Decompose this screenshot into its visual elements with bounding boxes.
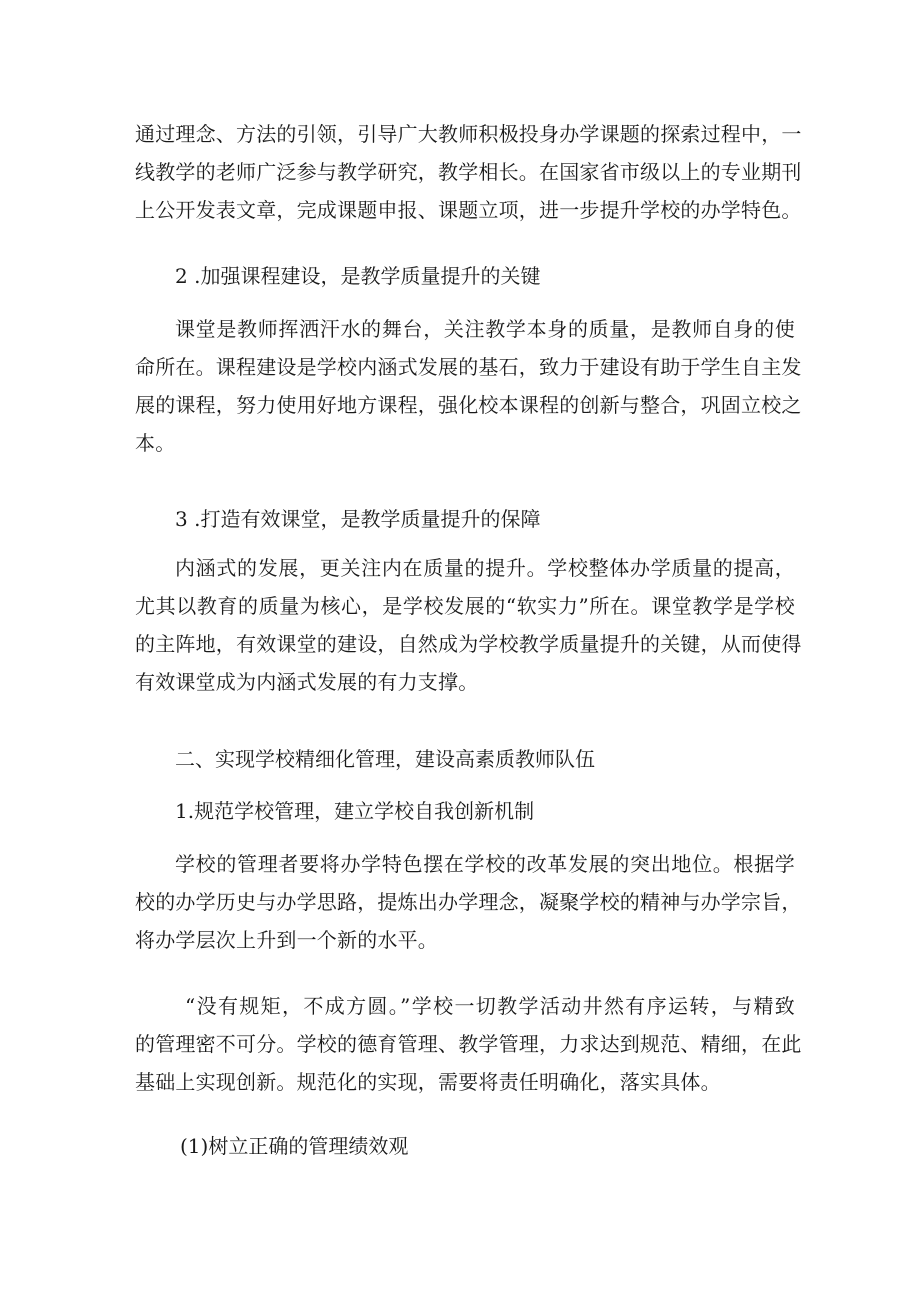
subheading-standardize: 1.规范学校管理，建立学校自我创新机制 bbox=[175, 799, 535, 823]
section-heading-management: 二、实现学校精细化管理，建设高素质教师队伍 bbox=[175, 747, 595, 771]
heading-classroom: 3 .打造有效课堂，是教学质量提升的保障 bbox=[175, 507, 541, 531]
text-line: 展的课程，努力使用好地方课程，强化校本课程的创新与整合，巩固立校之 bbox=[135, 393, 802, 417]
paragraph-curriculum bbox=[135, 310, 802, 462]
text-line: 内涵式的发展，更关注内在质量的提升。学校整体办学质量的提高， bbox=[175, 556, 795, 580]
text-line: 学校的管理者要将办学特色摆在学校的改革发展的突出地位。根据学 bbox=[175, 852, 795, 876]
text-line: 课堂是教师挥洒汗水的舞台，关注教学本身的质量，是教师自身的使 bbox=[175, 317, 795, 341]
text-line: 的管理密不可分。学校的德育管理、教学管理，力求达到规范、精细，在此 bbox=[135, 1032, 802, 1056]
text-line: 校的办学历史与办学思路，提炼出办学理念，凝聚学校的精神与办学宗旨， bbox=[135, 890, 802, 914]
text-line: 本。 bbox=[135, 431, 176, 455]
text-line: 将办学层次上升到一个新的水平。 bbox=[135, 928, 438, 952]
heading-curriculum: 2 .加强课程建设，是教学质量提升的关键 bbox=[175, 264, 541, 288]
paragraph-manager bbox=[135, 845, 802, 959]
text-line: 上公开发表文章，完成课题申报、课题立项，进一步提升学校的办学特色。 bbox=[135, 198, 802, 222]
text-line: 基础上实现创新。规范化的实现，需要将责任明确化，落实具体。 bbox=[135, 1070, 721, 1094]
text-line: 的主阵地，有效课堂的建设，自然成为学校教学质量提升的关键，从而使得 bbox=[135, 632, 802, 656]
text-line: 有效课堂成为内涵式发展的有力支撑。 bbox=[135, 670, 479, 694]
text-line: 线教学的老师广泛参与教学研究，教学相长。在国家省市级以上的专业期刊 bbox=[135, 160, 802, 184]
paragraph-rules bbox=[135, 987, 802, 1101]
subheading-performance: (1)树立正确的管理绩效观 bbox=[180, 1134, 409, 1158]
paragraph-research bbox=[135, 115, 802, 229]
text-line: “没有规矩，不成方圆。”学校一切教学活动井然有序运转，与精致 bbox=[185, 994, 795, 1018]
text-line: 命所在。课程建设是学校内涵式发展的基石，致力于建设有助于学生自主发 bbox=[135, 355, 802, 379]
text-line: 通过理念、方法的引领，引导广大教师积极投身办学课题的探索过程中，一 bbox=[135, 122, 802, 146]
text-line: 尤其以教育的质量为核心，是学校发展的“软实力”所在。课堂教学是学校 bbox=[135, 594, 795, 618]
paragraph-classroom bbox=[135, 549, 802, 701]
